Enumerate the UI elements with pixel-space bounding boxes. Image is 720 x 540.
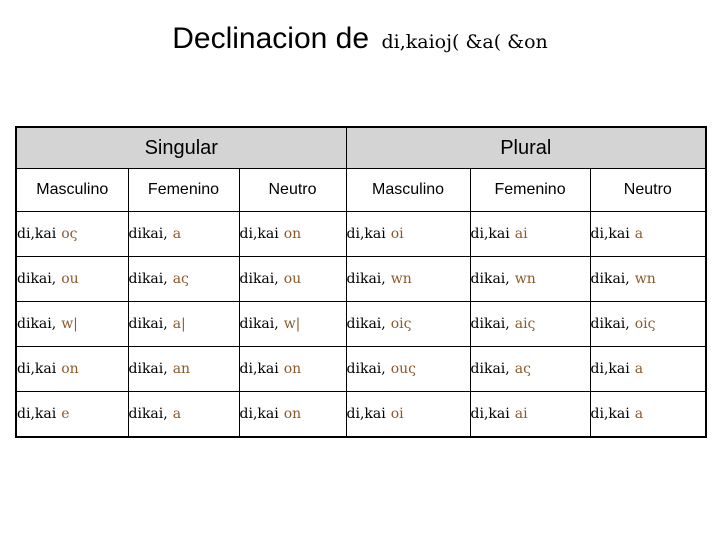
- title-greek-word: di,kaioj( &a( &on: [381, 31, 548, 53]
- word-ending: oi: [390, 226, 404, 242]
- slide-title: [0, 22, 720, 56]
- word-stem: di,kai: [17, 226, 57, 242]
- plural-header: Plural: [346, 127, 706, 169]
- gender-header: Neutro: [590, 169, 706, 212]
- word-ending: on: [283, 406, 302, 422]
- declension-cell: [470, 257, 590, 302]
- title-main: Declinacion de: [172, 22, 370, 55]
- word-ending: ai: [514, 226, 528, 242]
- declension-cell: [16, 212, 128, 257]
- word-stem: dikai,: [128, 361, 168, 377]
- table-row: [16, 257, 706, 302]
- word-stem: dikai,: [128, 226, 168, 242]
- table-row: [16, 212, 706, 257]
- word-ending: ouς: [390, 361, 417, 377]
- word-stem: dikai,: [470, 271, 510, 287]
- word-ending: w|: [61, 316, 78, 332]
- word-stem: di,kai: [239, 226, 279, 242]
- table-row: [16, 347, 706, 392]
- word-ending: a|: [172, 316, 186, 332]
- word-ending: a: [634, 406, 644, 422]
- word-stem: di,kai: [239, 361, 279, 377]
- declension-cell: [16, 347, 128, 392]
- word-stem: di,kai: [346, 226, 386, 242]
- declension-cell: [239, 212, 346, 257]
- word-stem: dikai,: [590, 316, 630, 332]
- word-ending: on: [61, 361, 79, 377]
- declension-cell: [239, 392, 346, 438]
- word-ending: oi: [390, 406, 404, 422]
- word-stem: dikai,: [128, 271, 168, 287]
- word-stem: dikai,: [590, 271, 630, 287]
- declension-cell: [128, 347, 239, 392]
- declension-cell: [128, 212, 239, 257]
- declension-cell: [128, 257, 239, 302]
- word-ending: oiς: [390, 316, 412, 332]
- word-stem: dikai,: [470, 316, 510, 332]
- declension-cell: [16, 257, 128, 302]
- word-ending: aς: [172, 271, 189, 287]
- word-ending: an: [172, 361, 191, 377]
- word-ending: ou: [61, 271, 79, 287]
- word-stem: di,kai: [346, 406, 386, 422]
- word-ending: e: [61, 406, 70, 422]
- word-stem: dikai,: [346, 316, 386, 332]
- word-stem: dikai,: [346, 271, 386, 287]
- word-ending: ou: [283, 271, 302, 287]
- declension-cell: [346, 392, 470, 438]
- word-stem: dikai,: [239, 271, 279, 287]
- singular-header: Singular: [16, 127, 346, 169]
- declension-cell: [590, 212, 706, 257]
- declension-cell: [470, 392, 590, 438]
- word-stem: dikai,: [17, 316, 57, 332]
- word-stem: dikai,: [128, 406, 168, 422]
- word-ending: ai: [514, 406, 528, 422]
- declension-cell: [590, 302, 706, 347]
- declension-cell: [346, 257, 470, 302]
- declension-cell: [239, 347, 346, 392]
- word-ending: on: [283, 226, 302, 242]
- gender-header-row: [16, 169, 706, 212]
- word-ending: wn: [390, 271, 412, 287]
- gender-header: Femenino: [128, 169, 239, 212]
- declension-cell: [16, 392, 128, 438]
- word-ending: a: [172, 226, 182, 242]
- declension-cell: [346, 212, 470, 257]
- word-stem: di,kai: [470, 226, 510, 242]
- word-stem: dikai,: [470, 361, 510, 377]
- table-row: [16, 302, 706, 347]
- word-ending: a: [634, 361, 644, 377]
- word-ending: w|: [283, 316, 301, 332]
- word-ending: a: [172, 406, 182, 422]
- word-stem: di,kai: [590, 361, 630, 377]
- gender-header: Masculino: [346, 169, 470, 212]
- gender-header: Masculino: [16, 169, 128, 212]
- table-row: [16, 392, 706, 438]
- word-stem: dikai,: [346, 361, 386, 377]
- declension-cell: [470, 212, 590, 257]
- declension-cell: [128, 392, 239, 438]
- word-ending: aiς: [514, 316, 536, 332]
- declension-cell: [128, 302, 239, 347]
- word-stem: di,kai: [17, 406, 57, 422]
- word-ending: aς: [514, 361, 531, 377]
- declension-cell: [470, 302, 590, 347]
- word-ending: on: [283, 361, 302, 377]
- word-stem: di,kai: [590, 226, 630, 242]
- number-header-row: [16, 127, 706, 169]
- word-stem: dikai,: [128, 316, 168, 332]
- declension-cell: [16, 302, 128, 347]
- declension-table: [15, 126, 707, 438]
- declension-cell: [590, 392, 706, 438]
- word-ending: oiς: [634, 316, 656, 332]
- declension-cell: [470, 347, 590, 392]
- gender-header: Neutro: [239, 169, 346, 212]
- word-stem: di,kai: [470, 406, 510, 422]
- declension-cell: [239, 302, 346, 347]
- declension-cell: [346, 302, 470, 347]
- declension-cell: [239, 257, 346, 302]
- word-stem: di,kai: [239, 406, 279, 422]
- word-stem: di,kai: [590, 406, 630, 422]
- word-stem: di,kai: [17, 361, 57, 377]
- word-ending: oς: [61, 226, 78, 242]
- word-ending: wn: [634, 271, 656, 287]
- declension-cell: [590, 347, 706, 392]
- declension-cell: [590, 257, 706, 302]
- declension-cell: [346, 347, 470, 392]
- word-ending: a: [634, 226, 644, 242]
- word-ending: wn: [514, 271, 536, 287]
- gender-header: Femenino: [470, 169, 590, 212]
- word-stem: dikai,: [17, 271, 57, 287]
- word-stem: dikai,: [239, 316, 279, 332]
